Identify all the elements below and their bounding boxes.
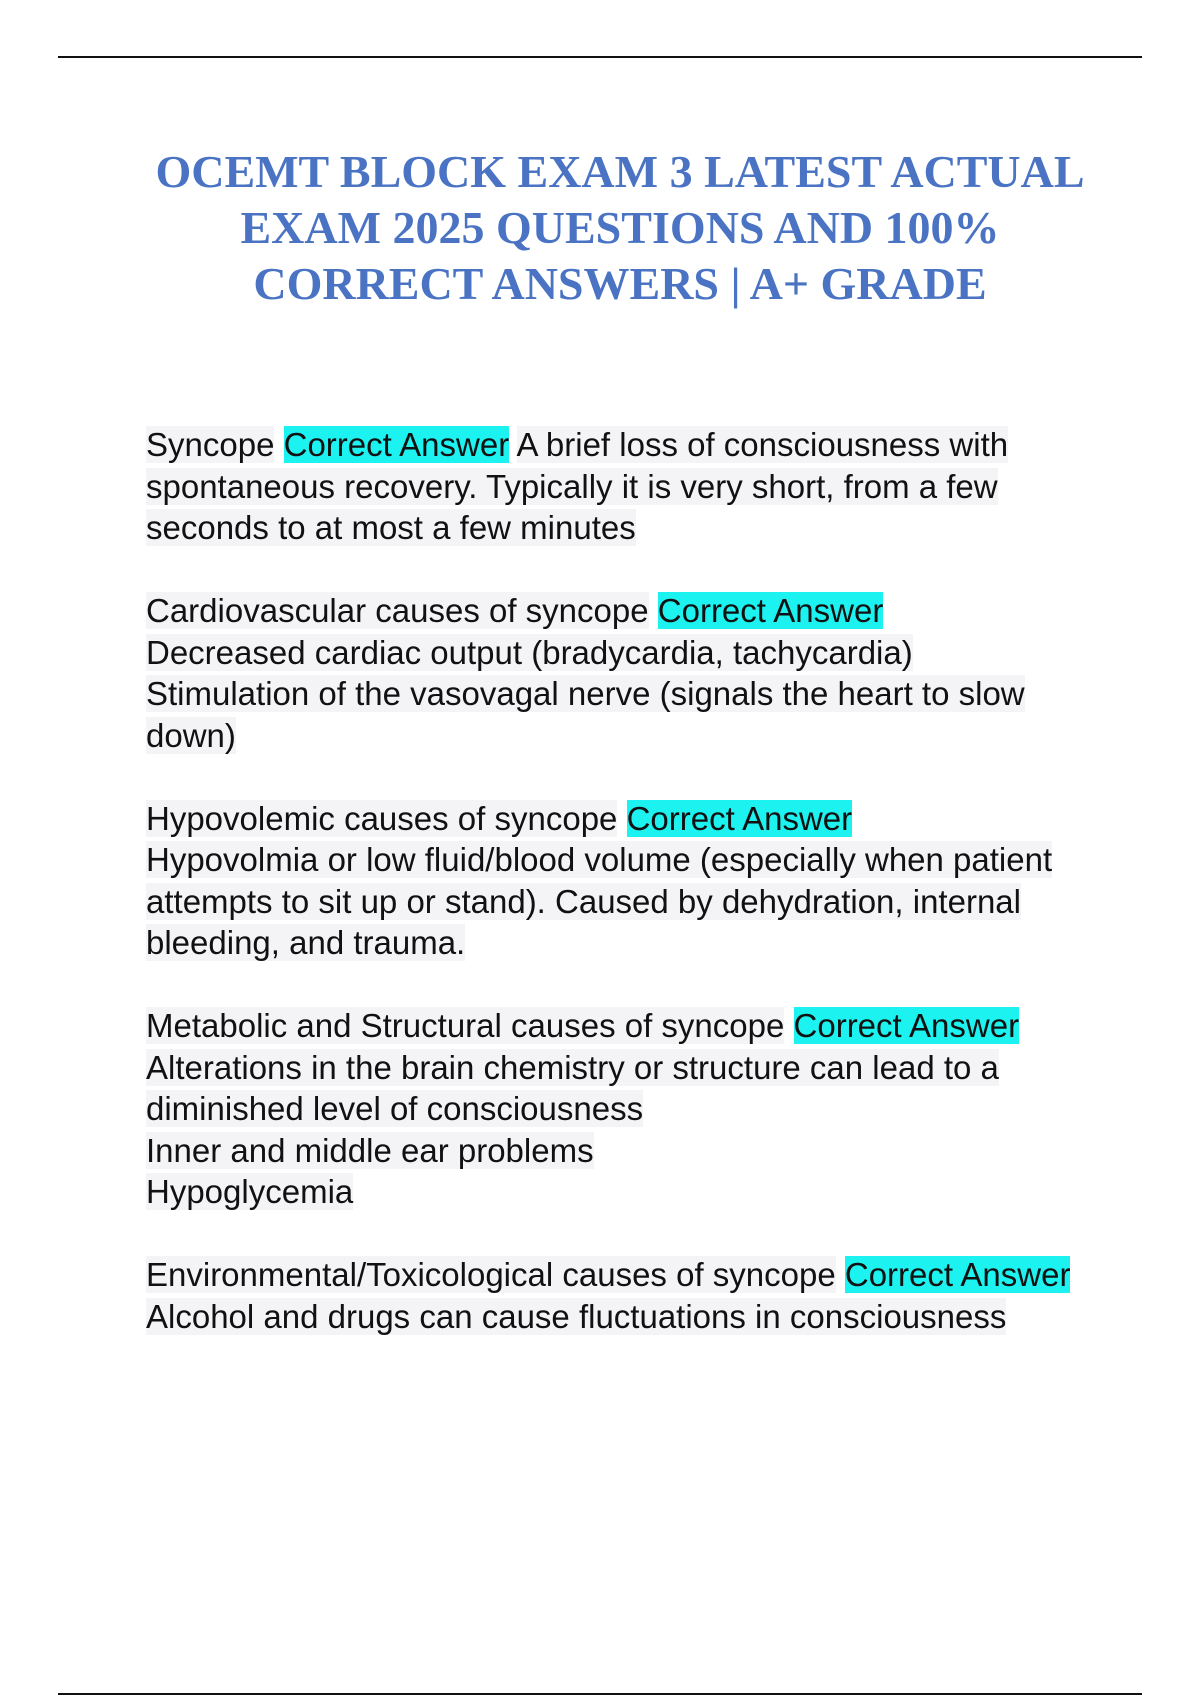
top-rule [58,56,1142,58]
qa-answer-line: A brief loss of consciousness with spontaneous recovery. Typically it is very short, from a few seconds to at most a few minutes [146,426,1009,546]
qa-answer-line: Alterations in the brain chemistry or structure can lead to a diminished level of consciousness [146,1048,999,1127]
qa-term: Cardiovascular causes of syncope [146,592,649,629]
qa-answer-line: Alcohol and drugs can cause fluctuations in consciousness [146,1297,1007,1335]
bottom-rule [58,1693,1142,1695]
correct-answer-label: Correct Answer [844,1256,1071,1293]
qa-entry [146,424,1096,549]
correct-answer-label: Correct Answer [283,426,510,463]
qa-term: Hypovolemic causes of syncope [146,799,618,837]
qa-answer-line: Decreased cardiac output (bradycardia, tachycardia) [146,633,913,671]
correct-answer-label: Correct Answer [657,592,884,629]
qa-entry [146,1005,1096,1213]
qa-term: Syncope [146,426,275,463]
qa-entry [146,798,1096,964]
qa-entry [146,1254,1096,1337]
qa-answer-line: Hypoglycemia [146,1173,354,1210]
document-title: OCEMT BLOCK EXAM 3 LATEST ACTUAL EXAM 2025 QUESTIONS AND 100% CORRECT ANSWERS | A+ GRADE [155,146,1085,309]
qa-term: Metabolic and Structural causes of syncope [146,1007,785,1044]
qa-entry [146,590,1096,756]
qa-term: Environmental/Toxicological causes of syncope [146,1256,836,1293]
correct-answer-label: Correct Answer [793,1007,1020,1044]
qa-list [146,424,1096,1379]
qa-answer-line: Hypovolmia or low fluid/blood volume (especially when patient attempts to sit up or stand). Caused by dehydration, internal bleeding, and trauma. [146,841,1053,961]
qa-answer-line: Inner and middle ear problems [146,1131,594,1169]
correct-answer-label: Correct Answer [626,799,853,837]
qa-answer-line: Stimulation of the vasovagal nerve (signals the heart to slow down) [146,675,1025,754]
